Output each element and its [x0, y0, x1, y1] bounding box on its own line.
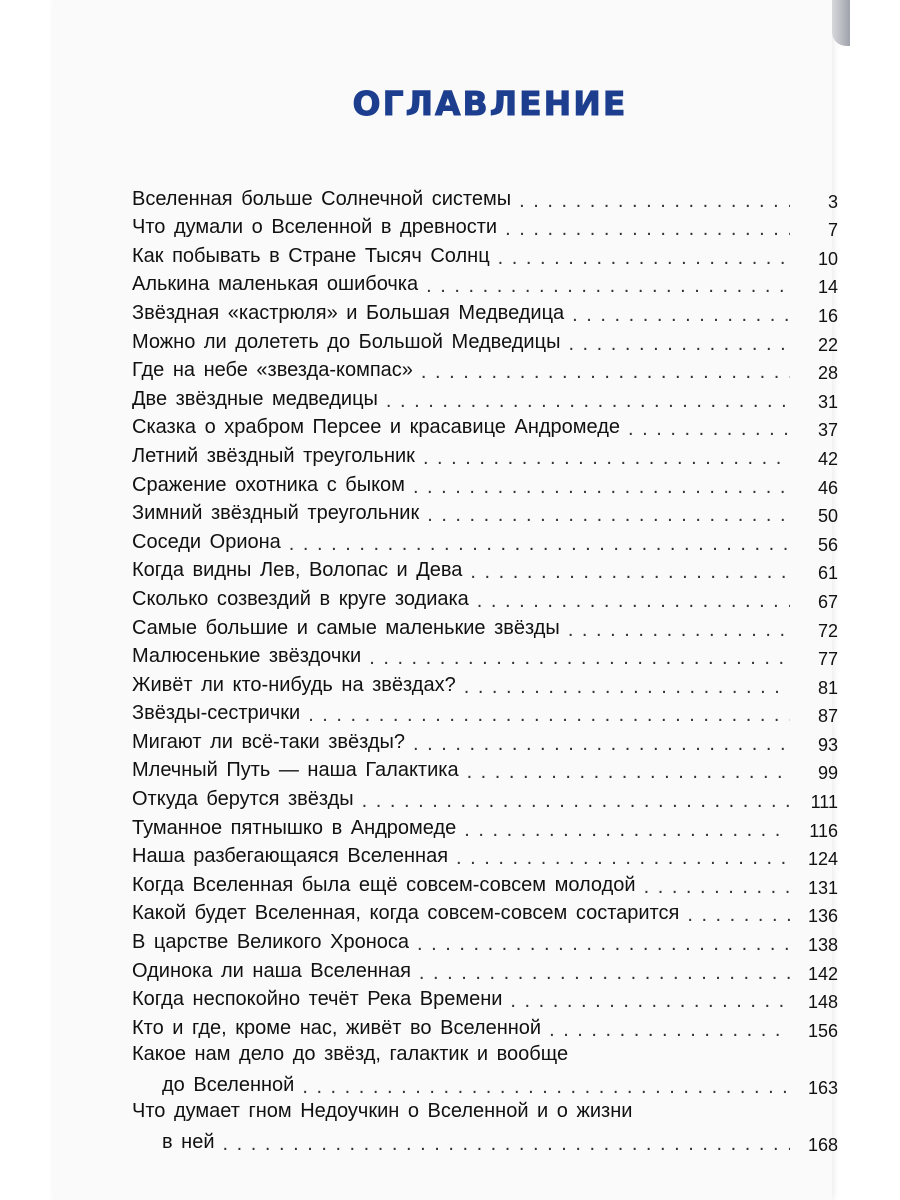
toc-entry — [132, 1011, 838, 1040]
dot-leader — [568, 334, 790, 354]
dot-leader — [369, 648, 790, 668]
toc-page-number: 16 — [817, 305, 838, 326]
toc-entry — [132, 497, 838, 526]
toc-page-number: 136 — [807, 906, 838, 927]
toc-entry-title: Одинока ли наша Вселенная — [132, 959, 411, 982]
toc-entry — [132, 640, 838, 669]
dot-leader — [417, 934, 790, 954]
toc-entry — [132, 268, 838, 297]
toc-entry — [132, 439, 838, 468]
toc-page-number: 138 — [807, 935, 838, 956]
toc-page-number: 61 — [817, 563, 838, 584]
toc-page-number: 14 — [817, 277, 838, 298]
toc-page-number: 10 — [817, 248, 838, 269]
dot-leader — [456, 848, 790, 868]
toc-entry — [132, 1097, 838, 1154]
toc-entry-title: Наша разбегающаяся Вселенная — [132, 845, 449, 868]
toc-page-number: 77 — [817, 649, 838, 670]
toc-entry-title: Кто и где, кроме нас, живёт во Вселенной — [132, 1016, 542, 1039]
toc-entry-title: Когда видны Лев, Волопас и Дева — [132, 559, 463, 582]
dot-leader — [467, 762, 790, 782]
toc-entry-title: Звёздная «кастрюля» и Большая Медведица — [132, 301, 565, 324]
toc-page-number: 81 — [817, 677, 838, 698]
toc-entry-title: Когда Вселенная была ещё совсем-совсем молодой — [132, 873, 636, 896]
toc-entry-title: Вселенная больше Солнечной системы — [132, 187, 512, 210]
toc-entry — [132, 725, 838, 754]
toc-entry-title: Сражение охотника с быком — [132, 473, 405, 496]
toc-page-number: 163 — [807, 1078, 838, 1098]
toc-entry — [132, 382, 838, 411]
toc-page-number: 148 — [807, 992, 838, 1013]
dot-leader — [421, 362, 790, 382]
toc-page-number: 50 — [817, 506, 838, 527]
dot-leader — [223, 1134, 790, 1154]
dot-leader — [419, 963, 790, 983]
toc-entry — [132, 411, 838, 440]
toc-entry-title: В царстве Великого Хроноса — [132, 931, 409, 954]
dot-leader — [426, 276, 790, 296]
toc-entry — [132, 868, 838, 897]
toc-entry-title: Зимний звёздный треугольник — [132, 502, 420, 525]
toc-page-number: 46 — [817, 477, 838, 498]
toc-entry-title: Алькина маленькая ошибочка — [132, 273, 419, 296]
toc-entry — [132, 554, 838, 583]
toc-page-number: 3 — [827, 191, 838, 212]
page-title: ОГЛАВЛЕНИЕ — [352, 84, 628, 123]
toc-entry — [132, 668, 838, 697]
toc-entry — [132, 840, 838, 869]
toc-entry-title: Живёт ли кто-нибудь на звёздах? — [132, 673, 456, 696]
toc-page-number: 124 — [807, 849, 838, 870]
toc-entry — [132, 754, 838, 783]
toc-page-number: 28 — [817, 363, 838, 384]
toc-page-number: 42 — [817, 448, 838, 469]
toc-entry-title: Самые большие и самые маленькие звёзды — [132, 616, 560, 639]
dot-leader — [362, 791, 790, 811]
toc-entry — [132, 325, 838, 354]
dot-leader — [519, 191, 790, 211]
toc-entry-title: Млечный Путь — наша Галактика — [132, 759, 459, 782]
toc-page-number: 56 — [817, 534, 838, 555]
toc-entry-title: Что думали о Вселенной в древности — [132, 216, 498, 239]
dot-leader — [289, 534, 790, 554]
toc-entry-title: Какое нам дело до звёзд, галактик и вообще — [132, 1042, 569, 1065]
toc-entry-title-line2: в ней — [162, 1131, 215, 1154]
dot-leader — [687, 905, 790, 925]
toc-entry — [132, 211, 838, 240]
toc-entry — [132, 697, 838, 726]
toc-entry-title: Когда неспокойно течёт Река Времени — [132, 988, 503, 1011]
toc-entry-title: Туманное пятнышко в Андромеде — [132, 816, 457, 839]
toc-entry — [132, 182, 838, 211]
toc-entry — [132, 811, 838, 840]
next-page-edge — [832, 0, 850, 46]
table-of-contents — [132, 182, 838, 1154]
toc-entry-title: Две звёздные медведицы — [132, 387, 378, 410]
dot-leader — [498, 248, 790, 268]
dot-leader — [470, 562, 790, 582]
dot-leader — [464, 820, 790, 840]
dot-leader — [423, 448, 790, 468]
toc-entry — [132, 239, 838, 268]
dot-leader — [572, 305, 790, 325]
toc-page-number: 87 — [817, 706, 838, 727]
dot-leader — [386, 391, 790, 411]
toc-page-number: 67 — [817, 591, 838, 612]
toc-entry — [132, 354, 838, 383]
toc-entry-title: Сказка о храбром Персее и красавице Андромеде — [132, 416, 621, 439]
toc-entry-title-continued — [132, 1126, 838, 1155]
toc-page-number: 168 — [807, 1135, 838, 1156]
toc-entry-title: Соседи Ориона — [132, 530, 281, 553]
dot-leader — [413, 477, 790, 497]
toc-entry — [132, 1040, 838, 1097]
toc-entry-title: Можно ли долететь до Большой Медведицы — [132, 330, 561, 353]
toc-entry — [132, 782, 838, 811]
dot-leader — [427, 505, 790, 525]
toc-entry-title-line2: до Вселенной — [162, 1074, 295, 1096]
toc-page-number: 156 — [807, 1020, 838, 1041]
toc-entry-title: Летний звёздный треугольник — [132, 444, 415, 467]
toc-entry-title: Откуда берутся звёзды — [132, 788, 354, 811]
toc-entry — [132, 296, 838, 325]
dot-leader — [568, 620, 790, 640]
toc-entry-title: Что думает гном Недоучкин о Вселенной и о жизни — [132, 1100, 633, 1122]
toc-entry-title: Где на небе «звезда-компас» — [132, 359, 413, 382]
dot-leader — [644, 877, 790, 897]
dot-leader — [302, 1077, 790, 1097]
dot-leader — [477, 591, 790, 611]
toc-entry — [132, 525, 838, 554]
dot-leader — [464, 677, 790, 697]
toc-entry-title: Звёзды-сестрички — [132, 702, 301, 725]
toc-entry-title: Какой будет Вселенная, когда совсем-совсем состарится — [132, 902, 680, 925]
toc-entry — [132, 983, 838, 1012]
toc-page-number: 99 — [817, 763, 838, 784]
toc-page-number: 22 — [817, 334, 838, 355]
toc-page-number: 72 — [817, 620, 838, 641]
toc-entry-title-continued — [132, 1068, 838, 1097]
toc-page-number: 37 — [817, 420, 838, 441]
toc-entry — [132, 468, 838, 497]
toc-entry-title: Сколько созвездий в круге зодиака — [132, 587, 469, 610]
toc-page-number: 142 — [807, 963, 838, 984]
toc-page-number: 7 — [827, 220, 838, 241]
dot-leader — [413, 734, 790, 754]
toc-entry — [132, 611, 838, 640]
toc-entry — [132, 582, 838, 611]
toc-entry — [132, 954, 838, 983]
dot-leader — [549, 1020, 790, 1040]
dot-leader — [505, 219, 790, 239]
toc-entry — [132, 925, 838, 954]
toc-page-number: 111 — [810, 792, 838, 813]
toc-page-number: 116 — [809, 820, 838, 841]
dot-leader — [510, 991, 790, 1011]
toc-page-number: 31 — [817, 391, 838, 412]
toc-entry-title: Мигают ли всё-таки звёзды? — [132, 730, 406, 753]
toc-entry-title: Малюсенькие звёздочки — [132, 645, 362, 668]
toc-entry-title: Как побывать в Стране Тысяч Солнц — [132, 244, 490, 267]
toc-page-number: 93 — [817, 734, 838, 755]
toc-page-number: 131 — [807, 877, 838, 898]
dot-leader — [628, 419, 790, 439]
toc-entry — [132, 897, 838, 926]
dot-leader — [308, 705, 790, 725]
